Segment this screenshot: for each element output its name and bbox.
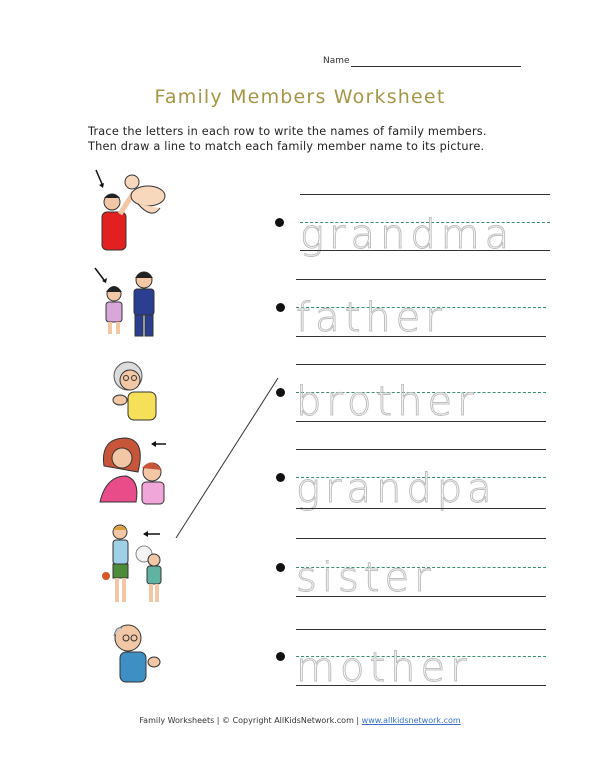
writing-top-line <box>296 629 546 630</box>
match-dot[interactable] <box>276 563 285 572</box>
trace-word: sister <box>296 555 436 601</box>
writing-top-line <box>296 364 546 365</box>
writing-base-line <box>296 685 546 686</box>
footer-text: Family Worksheets | © Copyright AllKidsNetwork.com | <box>139 716 362 725</box>
footer-link[interactable]: www.allkidsnetwork.com <box>361 716 461 725</box>
match-dot[interactable] <box>276 473 285 482</box>
writing-base-line <box>296 336 546 337</box>
writing-top-line <box>296 279 546 280</box>
trace-word: grandpa <box>296 466 497 512</box>
trace-word: mother <box>296 645 472 691</box>
match-dot[interactable] <box>276 303 285 312</box>
writing-top-line <box>300 194 550 195</box>
footer <box>0 716 600 725</box>
trace-word: father <box>296 295 447 341</box>
writing-base-line <box>296 421 546 422</box>
writing-top-line <box>296 538 546 539</box>
match-dot[interactable] <box>275 218 284 227</box>
writing-base-line <box>296 596 546 597</box>
writing-base-line <box>300 250 550 251</box>
page-title: Family Members Worksheet <box>154 86 446 108</box>
name-label: Name <box>323 56 350 66</box>
writing-top-line <box>296 449 546 450</box>
match-dot[interactable] <box>276 388 285 397</box>
instruction-line-1: Trace the letters in each row to write the names of family members. <box>88 125 487 138</box>
trace-word: brother <box>296 379 479 425</box>
match-dot[interactable] <box>276 652 285 661</box>
writing-base-line <box>296 508 546 509</box>
instruction-line-2: Then draw a line to match each family member name to its picture. <box>88 140 485 153</box>
trace-word: grandma <box>300 212 515 258</box>
